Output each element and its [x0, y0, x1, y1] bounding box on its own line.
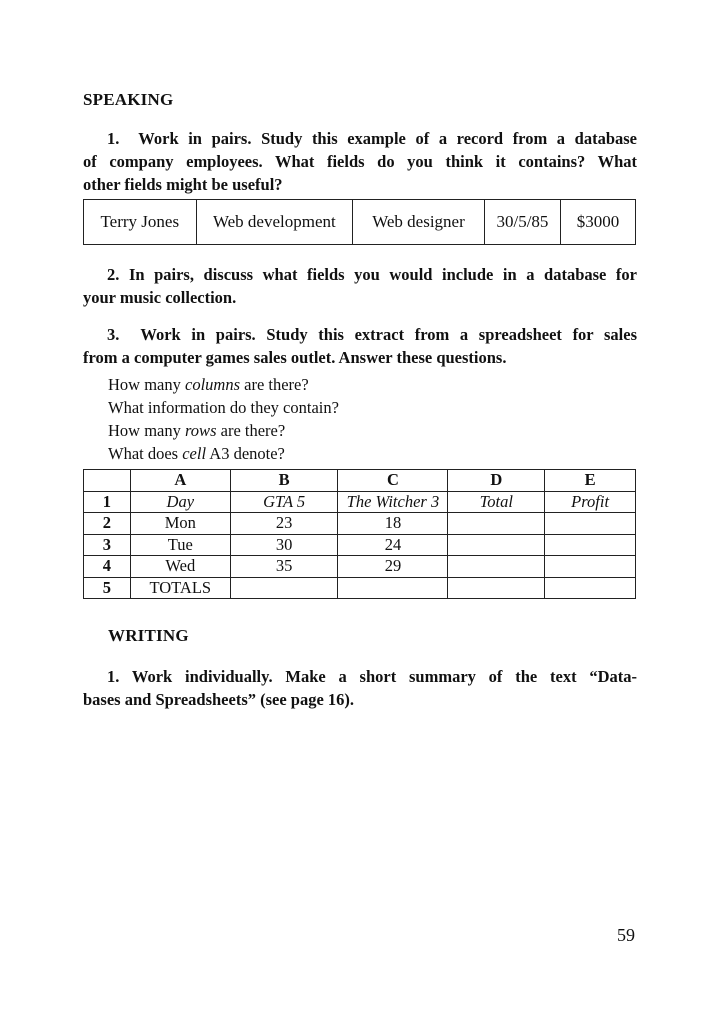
column-header: B	[230, 470, 338, 492]
row-header: 3	[84, 534, 131, 556]
record-field-job-title: Web designer	[353, 200, 485, 245]
sheet-cell: 29	[338, 556, 448, 578]
row-header: 5	[84, 577, 131, 599]
spreadsheet-row	[84, 577, 636, 599]
column-header: A	[130, 470, 230, 492]
sheet-cell: Profit	[545, 491, 636, 513]
speaking-task-1	[83, 127, 637, 196]
sheet-cell	[545, 556, 636, 578]
column-header: D	[448, 470, 545, 492]
sheet-cell: 24	[338, 534, 448, 556]
sheet-cell: The Witcher 3	[338, 491, 448, 513]
speaking-task-2	[83, 263, 637, 309]
row-header: 2	[84, 513, 131, 535]
task-number: 3.	[107, 325, 120, 344]
record-field-department: Web development	[196, 200, 353, 245]
sheet-cell: 30	[230, 534, 338, 556]
sheet-cell	[448, 534, 545, 556]
task-line: bases and Spreadsheets” (see page 16).	[83, 690, 355, 709]
sales-spreadsheet	[83, 469, 636, 599]
sheet-cell	[448, 556, 545, 578]
writing-task-1	[83, 665, 637, 711]
question-list	[108, 373, 339, 465]
sheet-cell: Total	[448, 491, 545, 513]
spreadsheet-header-row	[84, 470, 636, 492]
sheet-cell: TOTALS	[130, 577, 230, 599]
question-item: What information do they contain?	[108, 398, 339, 417]
record-field-salary: $3000	[561, 200, 636, 245]
sheet-cell	[448, 513, 545, 535]
question-item: How many rows are there?	[108, 421, 286, 440]
sheet-cell	[545, 534, 636, 556]
task-line: 1. Work in pairs. Study this example of a record from a database	[83, 127, 637, 150]
speaking-heading: SPEAKING	[83, 90, 174, 109]
task-number: 1.	[107, 129, 120, 148]
sheet-cell: Mon	[130, 513, 230, 535]
sheet-cell: 35	[230, 556, 338, 578]
spreadsheet-row	[84, 534, 636, 556]
sheet-cell	[545, 577, 636, 599]
sheet-cell: Day	[130, 491, 230, 513]
writing-heading: WRITING	[108, 626, 189, 645]
employee-record-table	[83, 199, 636, 245]
spreadsheet-row	[84, 513, 636, 535]
speaking-task-3	[83, 323, 637, 369]
task-line: of company employees. What fields do you think it contains? What	[83, 152, 637, 171]
task-line: from a computer games sales outlet. Answer these questions.	[83, 348, 507, 367]
corner-cell	[84, 470, 131, 492]
sheet-cell	[338, 577, 448, 599]
task-number: 1.	[107, 667, 120, 686]
column-header: E	[545, 470, 636, 492]
sheet-cell: Wed	[130, 556, 230, 578]
sheet-cell	[545, 513, 636, 535]
task-line: 2. In pairs, discuss what fields you would include in a database for	[83, 263, 637, 286]
spreadsheet-row	[84, 556, 636, 578]
task-line: your music collection.	[83, 288, 237, 307]
record-row	[84, 200, 636, 245]
task-line: 3. Work in pairs. Study this extract from a spreadsheet for sales	[83, 323, 637, 346]
column-header: C	[338, 470, 448, 492]
task-line: 1. Work individually. Make a short summary of the text “Data-	[83, 665, 637, 688]
spreadsheet-row	[84, 491, 636, 513]
task-number: 2.	[107, 265, 120, 284]
question-item: How many columns are there?	[108, 375, 309, 394]
page-number: 59	[617, 925, 635, 945]
sheet-cell	[230, 577, 338, 599]
sheet-cell: Tue	[130, 534, 230, 556]
record-field-name: Terry Jones	[84, 200, 197, 245]
record-field-date: 30/5/85	[484, 200, 560, 245]
question-item: What does cell A3 denote?	[108, 444, 285, 463]
sheet-cell: 18	[338, 513, 448, 535]
sheet-cell	[448, 577, 545, 599]
row-header: 1	[84, 491, 131, 513]
sheet-cell: GTA 5	[230, 491, 338, 513]
task-line: other fields might be useful?	[83, 175, 283, 194]
sheet-cell: 23	[230, 513, 338, 535]
row-header: 4	[84, 556, 131, 578]
